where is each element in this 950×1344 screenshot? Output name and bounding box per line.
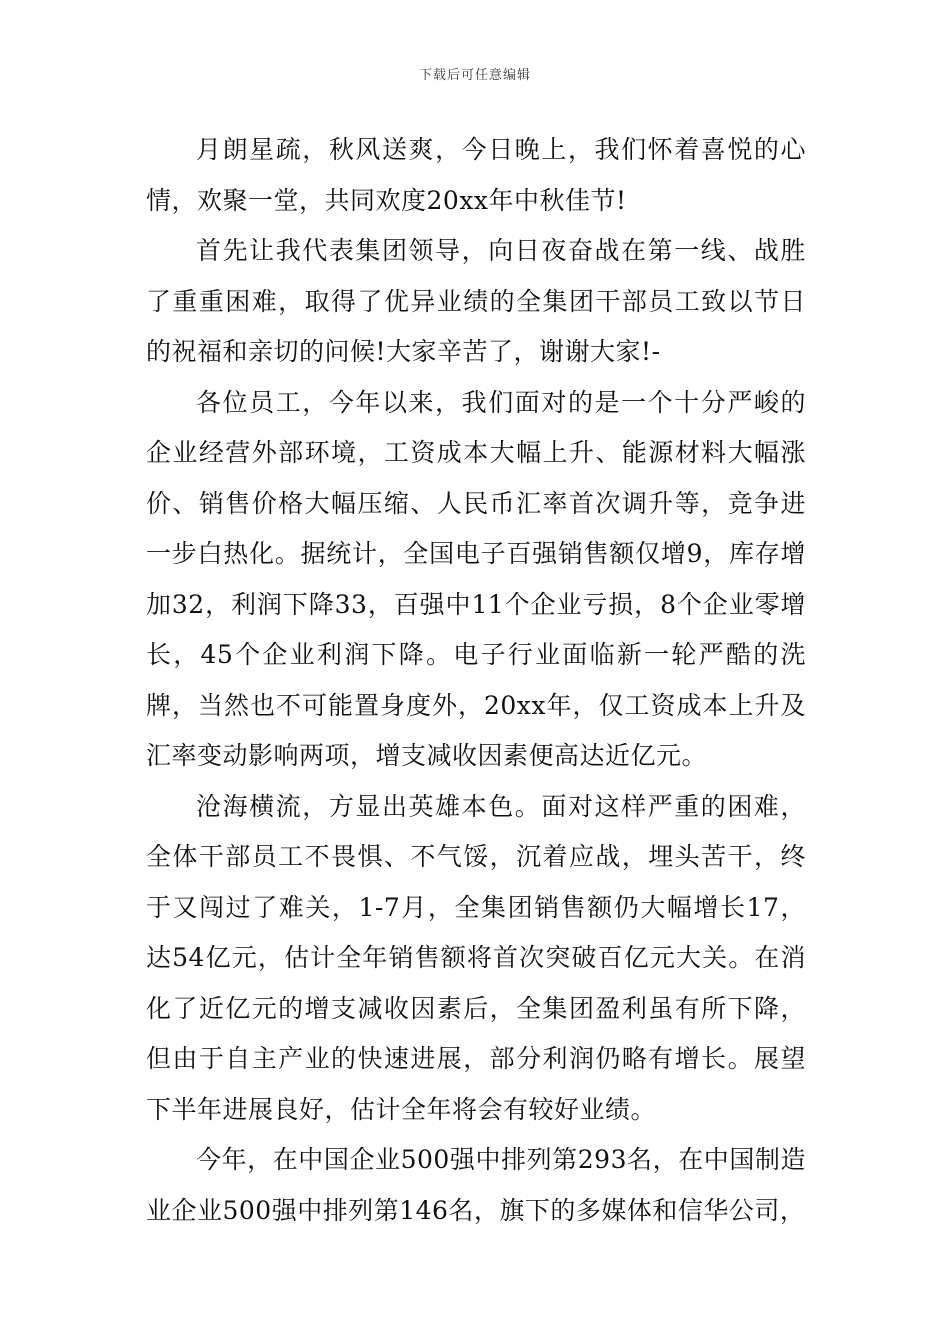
paragraph-4: 沧海横流，方显出英雄本色。面对这样严重的困难，全体干部员工不畏惧、不气馁，沉着应战，埋头苦干，终于又闯过了难关，1-7月，全集团销售额仍大幅增长17，达54亿元，估计全年销售额将首次突破百亿元大关。在消化了近亿元的增支减收因素后，全集团盈利虽有所下降，但由于自主产业的快速进展，部分利润仍略有增长。展望下半年进展良好，估计全年将会有较好业绩。 bbox=[146, 791, 806, 1124]
paragraph-3: 各位员工，今年以来，我们面对的是一个十分严峻的企业经营外部环境，工资成本大幅上升、能源材料大幅涨价、销售价格大幅压缩、人民币汇率首次调升等，竞争进一步白热化。据统计，全国电子百强销售额仅增9，库存增加32，利润下降33，百强中11个企业亏损，8个企业零增长，45个企业利润下降。电子行业面临新一轮严酷的洗牌，当然也不可能置身度外，20xx年，仅工资成本上升及汇率变动影响两项，增支减收因素便高达近亿元。 bbox=[146, 387, 806, 770]
paragraph-5: 今年，在中国企业500强中排列第293名，在中国制造业企业500强中排列第146名，旗下的多媒体和信华公司， bbox=[146, 1145, 806, 1225]
paragraph-2: 首先让我代表集团领导，向日夜奋战在第一线、战胜了重重困难，取得了优异业绩的全集团干部员工致以节日的祝福和亲切的问候!大家辛苦了，谢谢大家!- bbox=[146, 236, 806, 366]
paragraph-1: 月朗星疏，秋风送爽，今日晚上，我们怀着喜悦的心情，欢聚一堂，共同欢度20xx年中秋佳节! bbox=[146, 135, 806, 215]
header-note: 下载后可任意编辑 bbox=[418, 68, 531, 83]
document-body bbox=[146, 125, 806, 1236]
